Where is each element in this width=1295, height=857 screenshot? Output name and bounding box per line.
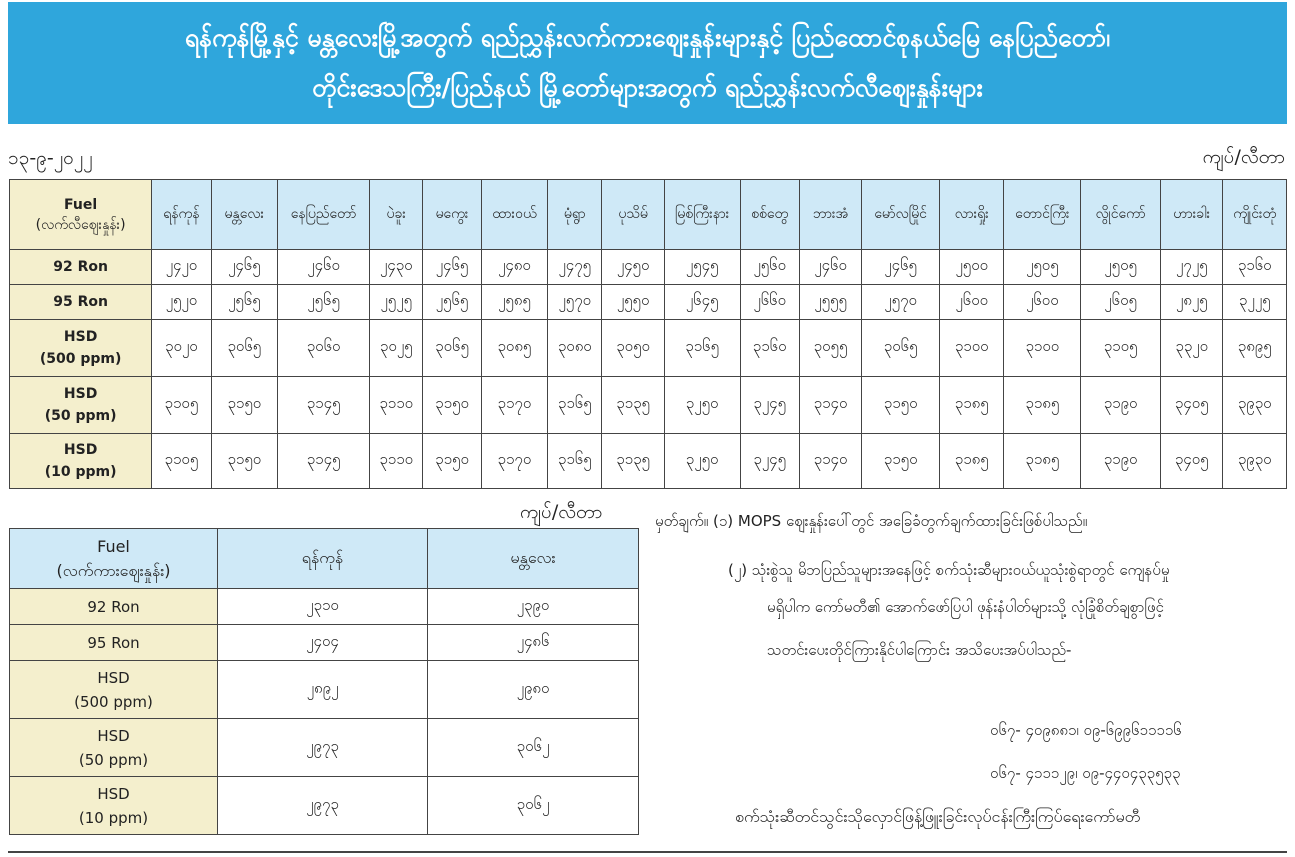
price-cell: ၃၁၁၀ bbox=[370, 434, 423, 489]
retail-price-table bbox=[9, 179, 1287, 489]
price-cell: ၃၂၂၅ bbox=[1223, 285, 1287, 320]
price-cell: ၃၁၆၅ bbox=[548, 434, 602, 489]
fuel-type-sublabel: (500 ppm) bbox=[39, 351, 122, 367]
price-cell: ၂၆၄၅ bbox=[664, 285, 740, 320]
price-cell: ၂၅၅၀ bbox=[602, 285, 664, 320]
city-header: မန္တလေး bbox=[211, 180, 278, 250]
fuel-header-cell bbox=[10, 180, 152, 250]
table-row bbox=[10, 777, 639, 835]
price-cell: ၃၁၄၅ bbox=[278, 434, 370, 489]
price-cell: ၂၅၂၅ bbox=[370, 285, 423, 320]
price-cell: ၃၁၅၀ bbox=[211, 377, 278, 434]
price-cell: ၃၁၀၅ bbox=[152, 434, 211, 489]
price-cell: ၂၅၀၅ bbox=[1004, 250, 1081, 285]
fuel-type-sublabel: (50 ppm) bbox=[78, 750, 149, 769]
price-cell: ၂၅၆၅ bbox=[278, 285, 370, 320]
city-header: မြစ်ကြီးနား bbox=[664, 180, 740, 250]
price-cell: ၂၅၂၀ bbox=[152, 285, 211, 320]
table-row bbox=[10, 625, 639, 661]
price-cell: ၂၄၆၀ bbox=[799, 250, 861, 285]
price-cell: ၃၁၆၀ bbox=[740, 320, 799, 377]
price-cell: ၃၁၁၀ bbox=[370, 377, 423, 434]
fuel-header-title: Fuel bbox=[97, 536, 130, 556]
price-cell: ၃၁၅၀ bbox=[862, 434, 940, 489]
price-cell: ၂၄၇၅ bbox=[548, 250, 602, 285]
wholesale-price-table bbox=[9, 528, 639, 835]
fuel-type-label: HSD bbox=[63, 386, 98, 402]
fuel-type-cell bbox=[10, 777, 218, 835]
header-title-line-1: ရန်ကုန်မြို့နှင့် မန္တလေးမြို့အတွက် ရည်ညွှန်းလက်ကားဈေးနှုန်းများနှင့် ပြည်ထောင်စုနယ်မြေ နေပြည်တော်၊ bbox=[184, 23, 1111, 52]
fuel-type-label: 95 Ron bbox=[53, 294, 108, 310]
price-cell: ၃၁၀၅ bbox=[152, 377, 211, 434]
price-cell: ၃၁၅၀ bbox=[423, 377, 481, 434]
price-cell: ၂၄၀၄ bbox=[218, 625, 428, 661]
fuel-type-cell bbox=[10, 661, 218, 719]
table-row bbox=[10, 719, 639, 777]
price-cell: ၂၆၀၀ bbox=[1004, 285, 1081, 320]
price-cell: ၃၁၀၀ bbox=[1004, 320, 1081, 377]
price-cell: ၂၅၆၀ bbox=[740, 250, 799, 285]
fuel-type-cell bbox=[10, 285, 152, 320]
city-header: နေပြည်တော် bbox=[278, 180, 370, 250]
table-header-row bbox=[10, 529, 639, 589]
city-header: မန္တလေး bbox=[428, 529, 639, 589]
price-cell: ၃၁၈၅ bbox=[940, 434, 1004, 489]
city-header: ပဲခူး bbox=[370, 180, 423, 250]
price-cell: ၃၄၀၅ bbox=[1161, 434, 1223, 489]
table-row bbox=[10, 589, 639, 625]
table-row bbox=[10, 661, 639, 719]
price-cell: ၃၁၃၅ bbox=[602, 434, 664, 489]
price-cell: ၂၄၆၅ bbox=[211, 250, 278, 285]
price-cell: ၂၄၅၀ bbox=[602, 250, 664, 285]
price-cell: ၃၁၈၅ bbox=[1004, 434, 1081, 489]
note-2-line-2: မရှိပါက ကော်မတီ၏ အောက်ဖော်ပြပါ ဖုန်းနံပါတ်များသို့ လုံခြုံစိတ်ချစွာဖြင့် bbox=[767, 598, 1164, 616]
fuel-type-cell bbox=[10, 719, 218, 777]
bottom-divider bbox=[8, 851, 1287, 853]
price-cell: ၂၈၂၅ bbox=[1161, 285, 1223, 320]
table-row bbox=[10, 320, 1287, 377]
fuel-type-label: HSD bbox=[97, 784, 130, 803]
fuel-header-subtitle: (လက်လီဈေးနှုန်း) bbox=[35, 216, 126, 233]
price-cell: ၃၀၆၀ bbox=[278, 320, 370, 377]
table-header-row bbox=[10, 180, 1287, 250]
price-cell: ၂၅၀၅ bbox=[1081, 250, 1161, 285]
price-cell: ၃၀၂၅ bbox=[370, 320, 423, 377]
price-cell: ၂၈၉၂ bbox=[218, 661, 428, 719]
price-cell: ၃၀၆၅ bbox=[423, 320, 481, 377]
price-cell: ၂၄၆၅ bbox=[423, 250, 481, 285]
price-cell: ၃၁၆၅ bbox=[548, 377, 602, 434]
fuel-type-cell bbox=[10, 320, 152, 377]
fuel-type-sublabel: (500 ppm) bbox=[74, 692, 153, 711]
price-cell: ၂၅၀၀ bbox=[940, 250, 1004, 285]
price-cell: ၃၀၂၀ bbox=[152, 320, 211, 377]
phone-numbers-1: ၀၆၇- ၄၀၉၈၈၁၊ ၀၉-၆၉၉၆၁၁၁၁၆ bbox=[990, 721, 1182, 739]
price-cell: ၂၃၉၀ bbox=[428, 589, 639, 625]
price-cell: ၃၀၆၅ bbox=[862, 320, 940, 377]
fuel-type-cell bbox=[10, 589, 218, 625]
city-header: မုံရွာ bbox=[548, 180, 602, 250]
price-cell: ၂၉၈၀ bbox=[428, 661, 639, 719]
price-cell: ၂၄၃၀ bbox=[370, 250, 423, 285]
fuel-type-label: HSD bbox=[63, 442, 98, 458]
city-header: ထားဝယ် bbox=[481, 180, 548, 250]
price-cell: ၃၁၄၀ bbox=[799, 434, 861, 489]
price-cell: ၂၅၇၀ bbox=[548, 285, 602, 320]
price-cell: ၃၁၆၀ bbox=[1223, 250, 1287, 285]
city-header: ရန်ကုန် bbox=[152, 180, 211, 250]
fuel-type-label: HSD bbox=[97, 668, 130, 687]
price-cell: ၃၁၅၀ bbox=[862, 377, 940, 434]
price-cell: ၂၅၇၀ bbox=[862, 285, 940, 320]
phone-numbers-2: ၀၆၇- ၄၁၁၁၂၉၊ ၀၉-၄၄၀၄၃၃၅၃၃ bbox=[990, 764, 1181, 782]
fuel-type-label: HSD bbox=[97, 726, 130, 745]
fuel-type-cell bbox=[10, 377, 152, 434]
price-cell: ၃၃၂၀ bbox=[1161, 320, 1223, 377]
city-header: လားရှိုး bbox=[940, 180, 1004, 250]
fuel-type-sublabel: (10 ppm) bbox=[44, 464, 117, 480]
fuel-type-label: 95 Ron bbox=[87, 633, 140, 652]
page-header bbox=[8, 2, 1287, 124]
table-row bbox=[10, 377, 1287, 434]
city-header: ဟားခါး bbox=[1161, 180, 1223, 250]
price-cell: ၂၆၀၅ bbox=[1081, 285, 1161, 320]
price-cell: ၃၁၀၅ bbox=[1081, 320, 1161, 377]
price-cell: ၃၁၀၀ bbox=[940, 320, 1004, 377]
price-cell: ၃၁၆၅ bbox=[664, 320, 740, 377]
price-cell: ၂၄၆၀ bbox=[278, 250, 370, 285]
price-cell: ၃၁၉၀ bbox=[1081, 377, 1161, 434]
fuel-type-cell bbox=[10, 625, 218, 661]
table-row bbox=[10, 434, 1287, 489]
price-cell: ၃၂၄၅ bbox=[740, 377, 799, 434]
city-header: လွိုင်ကော် bbox=[1081, 180, 1161, 250]
fuel-type-label: 92 Ron bbox=[87, 597, 140, 616]
price-cell: ၃၁၈၅ bbox=[1004, 377, 1081, 434]
price-cell: ၃၁၅၀ bbox=[423, 434, 481, 489]
date-label: ၁၃-၉-၂၀၂၂ bbox=[8, 147, 93, 169]
price-cell: ၃၁၇၀ bbox=[481, 377, 548, 434]
price-cell: ၃၁၄၅ bbox=[278, 377, 370, 434]
price-cell: ၂၅၄၅ bbox=[664, 250, 740, 285]
fuel-type-cell bbox=[10, 250, 152, 285]
price-cell: ၂၃၁၀ bbox=[218, 589, 428, 625]
price-cell: ၃၄၀၅ bbox=[1161, 377, 1223, 434]
price-cell: ၂၉၇၃ bbox=[218, 777, 428, 835]
city-header: ရန်ကုန် bbox=[218, 529, 428, 589]
price-cell: ၃၀၅၅ bbox=[799, 320, 861, 377]
price-cell: ၃၉၃၀ bbox=[1223, 377, 1287, 434]
fuel-type-label: 92 Ron bbox=[53, 259, 108, 275]
wholesale-unit-label: ကျပ်/လီတာ bbox=[520, 501, 603, 523]
price-cell: ၃၁၈၅ bbox=[940, 377, 1004, 434]
price-cell: ၃၁၅၀ bbox=[211, 434, 278, 489]
committee-name: စက်သုံးဆီတင်သွင်းသိုလှောင်ဖြန့်ဖြူးခြင်းလုပ်ငန်းကြီးကြပ်ရေးကော်မတီ bbox=[735, 807, 1141, 826]
price-cell: ၃၀၈၅ bbox=[481, 320, 548, 377]
fuel-type-cell bbox=[10, 434, 152, 489]
price-cell: ၃၁၇၀ bbox=[481, 434, 548, 489]
price-cell: ၃၂၅၀ bbox=[664, 377, 740, 434]
fuel-header-title: Fuel bbox=[64, 196, 98, 213]
price-cell: ၃၉၃၀ bbox=[1223, 434, 1287, 489]
city-header: တောင်ကြီး bbox=[1004, 180, 1081, 250]
price-cell: ၂၅၅၅ bbox=[799, 285, 861, 320]
price-cell: ၂၄၈၀ bbox=[481, 250, 548, 285]
city-header: မကွေး bbox=[423, 180, 481, 250]
fuel-header-subtitle: (လက်ကားဈေးနှုန်း) bbox=[56, 560, 171, 580]
price-cell: ၂၄၆၅ bbox=[862, 250, 940, 285]
city-header: ပုသိမ် bbox=[602, 180, 664, 250]
price-cell: ၃၀၈၀ bbox=[548, 320, 602, 377]
price-cell: ၂၉၇၃ bbox=[218, 719, 428, 777]
header-title-line-2: တိုင်းဒေသကြီး/ပြည်နယ် မြို့တော်များအတွက် ရည်ညွှန်းလက်လီဈေးနှုန်းများ bbox=[312, 73, 983, 102]
note-2-line-1: (၂) သုံးစွဲသူ မိဘပြည်သူများအနေဖြင့် စက်သုံးဆီများဝယ်ယူသုံးစွဲရာတွင် ကျေနပ်မှု bbox=[728, 561, 1170, 579]
price-cell: ၃၁၉၀ bbox=[1081, 434, 1161, 489]
fuel-type-label: HSD bbox=[63, 329, 98, 345]
city-header: ကျိုင်းတုံ bbox=[1223, 180, 1287, 250]
price-cell: ၃၂၅၀ bbox=[664, 434, 740, 489]
city-header: စစ်တွေ bbox=[740, 180, 799, 250]
table-row bbox=[10, 285, 1287, 320]
price-cell: ၂၅၈၅ bbox=[481, 285, 548, 320]
price-cell: ၃၁၄၀ bbox=[799, 377, 861, 434]
price-cell: ၂၇၂၅ bbox=[1161, 250, 1223, 285]
note-1: မှတ်ချက်။ (၁) MOPS ဈေးနှုန်းပေါ်တွင် အခြေခံတွက်ချက်ထားခြင်းဖြစ်ပါသည်။ bbox=[655, 512, 1088, 530]
price-cell: ၂၄၈၆ bbox=[428, 625, 639, 661]
price-cell: ၂၅၆၅ bbox=[211, 285, 278, 320]
price-cell: ၃၀၆၂ bbox=[428, 719, 639, 777]
price-cell: ၃၀၆၂ bbox=[428, 777, 639, 835]
city-header: မော်လမြိုင် bbox=[862, 180, 940, 250]
price-cell: ၃၀၅၀ bbox=[602, 320, 664, 377]
price-cell: ၃၈၉၅ bbox=[1223, 320, 1287, 377]
price-cell: ၂၄၂၀ bbox=[152, 250, 211, 285]
note-2-line-3: သတင်းပေးတိုင်ကြားနိုင်ပါကြောင်း အသိပေးအပ်ပါသည်- bbox=[767, 641, 1072, 659]
price-cell: ၃၁၃၅ bbox=[602, 377, 664, 434]
price-cell: ၃၀၆၅ bbox=[211, 320, 278, 377]
price-cell: ၂၆၀၀ bbox=[940, 285, 1004, 320]
city-header: ဘားအံ bbox=[799, 180, 861, 250]
fuel-header-cell bbox=[10, 529, 218, 589]
fuel-type-sublabel: (10 ppm) bbox=[78, 808, 149, 827]
price-cell: ၃၂၄၅ bbox=[740, 434, 799, 489]
price-cell: ၂၅၆၅ bbox=[423, 285, 481, 320]
fuel-type-sublabel: (50 ppm) bbox=[44, 408, 117, 424]
retail-unit-label: ကျပ်/လီတာ bbox=[1202, 146, 1285, 168]
price-cell: ၂၆၆၀ bbox=[740, 285, 799, 320]
table-row bbox=[10, 250, 1287, 285]
